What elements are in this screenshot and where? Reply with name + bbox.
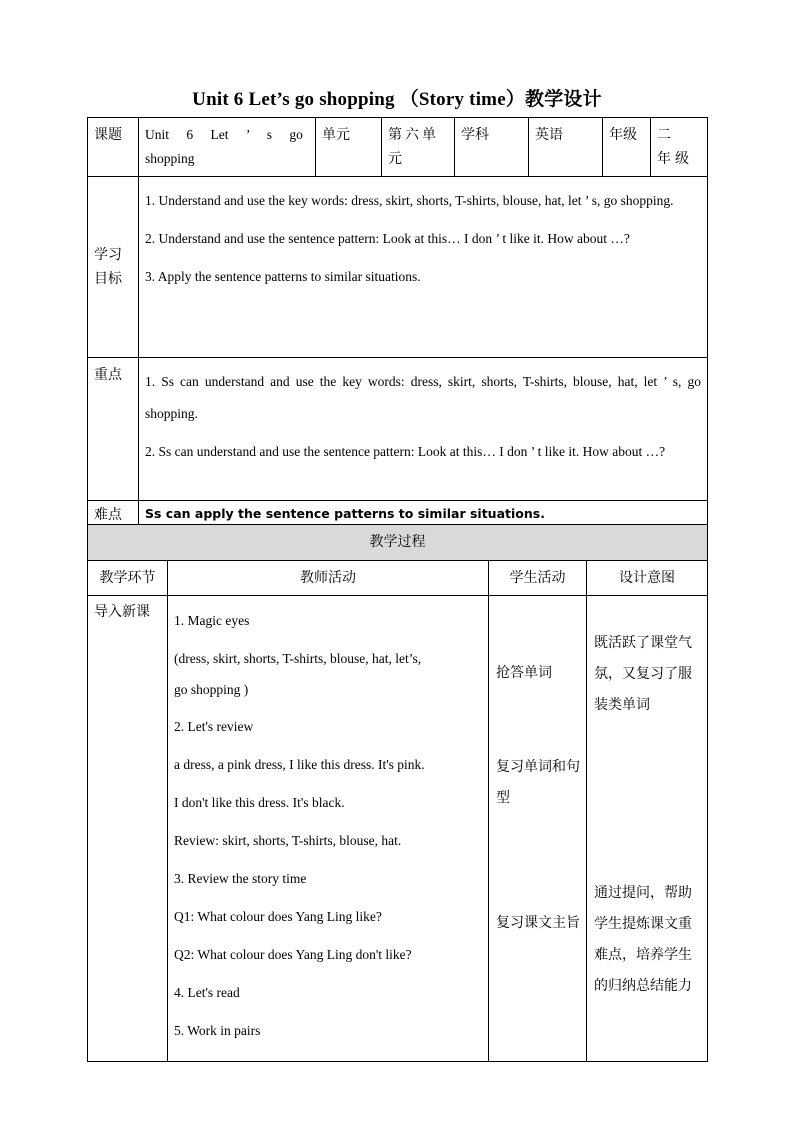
- teacher-step: go shopping ): [174, 682, 249, 697]
- design-intent-cell: [587, 596, 708, 1062]
- grade-value: 二 年级: [651, 118, 708, 177]
- teacher-step: (dress, skirt, shorts, T-shirts, blouse, hat, let’s,: [174, 651, 422, 666]
- student-activity: 抢答单词: [496, 665, 552, 681]
- process-title: 教学过程: [88, 525, 708, 561]
- objective-item: 3. Apply the sentence patterns to similar situations.: [145, 269, 421, 284]
- design-intent: 既活跃了课堂气氛，又复习了服装类单词: [594, 635, 692, 713]
- process-row: [88, 596, 708, 1062]
- key-points-row: [88, 358, 708, 501]
- teacher-step: Review: skirt, shorts, T-shirts, blouse, hat.: [174, 833, 402, 848]
- header-row: [88, 118, 708, 177]
- key-point-item: 2. Ss can understand and use the sentence pattern: Look at this… I don ’ t like it. How about …?: [145, 444, 666, 459]
- topic-value: Unit 6 Let ’ s go shopping: [139, 118, 316, 177]
- objectives-content: [139, 177, 708, 358]
- teacher-step: 1. Magic eyes: [174, 613, 250, 628]
- objectives-row: [88, 177, 708, 358]
- unit-value: 第六单元: [382, 118, 455, 177]
- design-intent: 通过提问，帮助学生提炼课文重难点，培养学生的归纳总结能力: [594, 885, 692, 994]
- objectives-label: 学习目标: [88, 177, 139, 358]
- teacher-step: 5. Work in pairs: [174, 1023, 261, 1038]
- grade-label: 年级: [603, 118, 651, 177]
- column-header-teacher: 教师活动: [168, 560, 489, 596]
- student-activity-cell: [489, 596, 587, 1062]
- lesson-info-table: [87, 117, 708, 546]
- teacher-step: Q1: What colour does Yang Ling like?: [174, 909, 382, 924]
- topic-label: 课题: [88, 118, 139, 177]
- unit-label: 单元: [316, 118, 382, 177]
- column-header-student: 学生活动: [489, 560, 587, 596]
- difficult-label: 难点: [88, 501, 139, 546]
- teaching-process-table: [87, 524, 708, 1062]
- teacher-step: a dress, a pink dress, I like this dress. It's pink.: [174, 757, 425, 772]
- teacher-activity-cell: [168, 596, 489, 1062]
- column-header-intent: 设计意图: [587, 560, 708, 596]
- stage-cell: 导入新课: [88, 596, 168, 1062]
- teacher-step: Q2: What colour does Yang Ling don't like?: [174, 947, 412, 962]
- key-point-item: 1. Ss can understand and use the key words: dress, skirt, shorts, T-shirts, blouse, hat, let ’ s, go shopping.: [145, 374, 701, 421]
- key-points-label: 重点: [88, 358, 139, 501]
- document-title: Unit 6 Let’s go shopping （Story time）教学设计: [192, 89, 602, 110]
- key-points-content: [139, 358, 708, 501]
- teacher-step: 3. Review the story time: [174, 871, 307, 886]
- column-header-row: [88, 560, 708, 596]
- student-activity: 复习单词和句型: [496, 759, 580, 806]
- process-title-row: [88, 525, 708, 561]
- subject-label: 学科: [455, 118, 529, 177]
- difficult-content: Ss can apply the sentence patterns to similar situations.: [139, 501, 708, 546]
- subject-value: 英语: [529, 118, 603, 177]
- student-activity: 复习课文主旨: [496, 915, 580, 931]
- objective-item: 1. Understand and use the key words: dress, skirt, shorts, T-shirts, blouse, hat, let ’ s, go shopping.: [145, 193, 674, 208]
- teacher-step: 2. Let's review: [174, 719, 254, 734]
- column-header-stage: 教学环节: [88, 560, 168, 596]
- objective-item: 2. Understand and use the sentence pattern: Look at this… I don ’ t like it. How about …?: [145, 231, 630, 246]
- teacher-step: 4. Let's read: [174, 985, 240, 1000]
- teacher-step: I don't like this dress. It's black.: [174, 795, 345, 810]
